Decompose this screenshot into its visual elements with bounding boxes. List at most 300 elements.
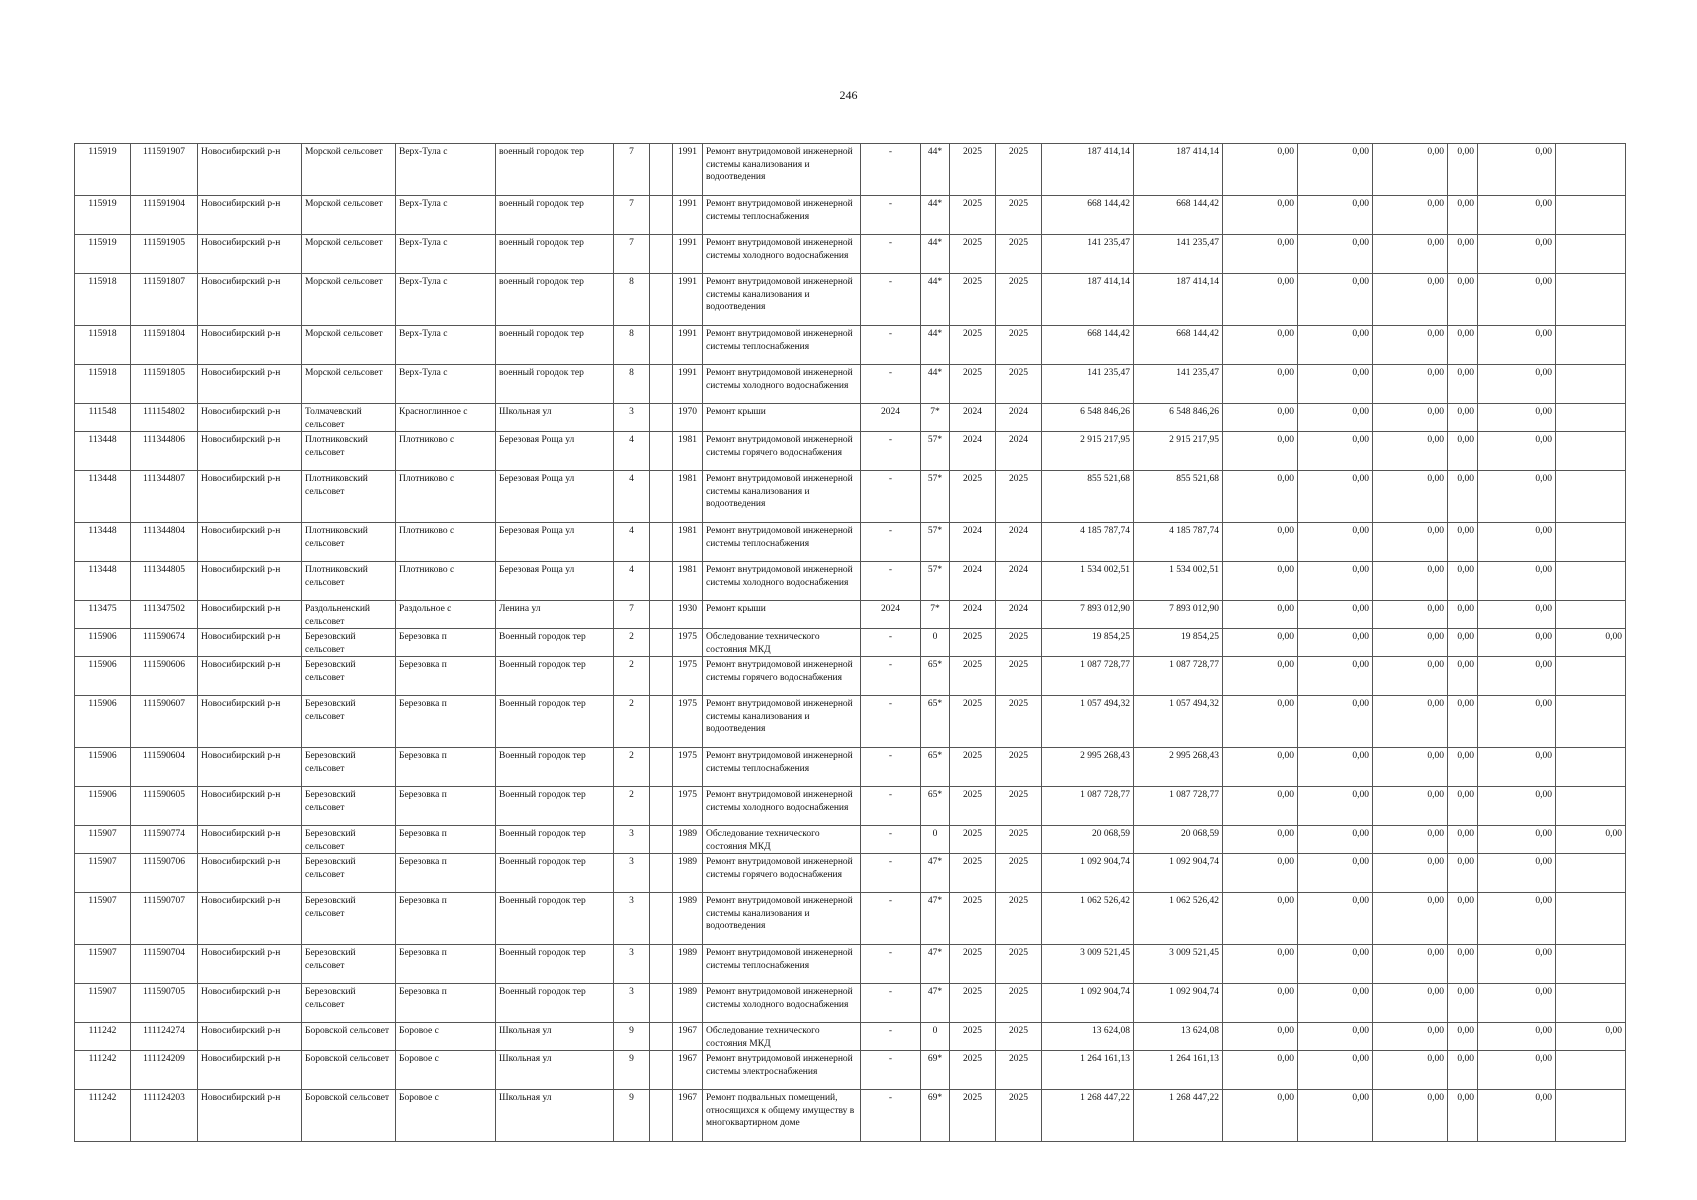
cell-building (650, 696, 673, 748)
cell-wear: 44* (921, 144, 950, 196)
cell-regional-funds: 0,00 (1298, 601, 1373, 629)
cell-street: Военный городок тер (496, 629, 614, 657)
cell-locality: Верх-Тула с (396, 196, 496, 235)
cell-wear: 65* (921, 657, 950, 696)
cell-other-funds: 0,00 (1478, 144, 1556, 196)
cell-house-number: 8 (614, 274, 650, 326)
cell-work-id: 111344807 (131, 471, 198, 523)
cell-start-year: 2025 (950, 748, 996, 787)
table-row (75, 404, 1626, 432)
cell-total-cost: 13 624,08 (1042, 1023, 1134, 1051)
cell-locality: Раздольное с (396, 601, 496, 629)
cell-house-number: 7 (614, 196, 650, 235)
cell-house-number: 4 (614, 471, 650, 523)
cell-total-cost: 1 057 494,32 (1042, 696, 1134, 748)
cell-house-id: 115906 (75, 787, 131, 826)
cell-work-type: Ремонт внутридомовой инженерной системы холодного водоснабжения (703, 787, 861, 826)
cell-district: Новосибирский р-н (198, 945, 302, 984)
cell-work-type: Ремонт внутридомовой инженерной системы канализования и водоотведения (703, 274, 861, 326)
cell-street: Военный городок тер (496, 826, 614, 854)
cell-street: военный городок тер (496, 196, 614, 235)
cell-owner-share: 0,00 (1448, 523, 1478, 562)
cell-house-number: 3 (614, 404, 650, 432)
cell-house-number: 4 (614, 432, 650, 471)
cell-other-funds: 0,00 (1478, 984, 1556, 1023)
cell-local-funds: 0,00 (1373, 432, 1448, 471)
cell-plan-year: - (861, 365, 921, 404)
cell-work-type: Ремонт внутридомовой инженерной системы теплоснабжения (703, 523, 861, 562)
cell-start-year: 2025 (950, 235, 996, 274)
cell-house-id: 115918 (75, 365, 131, 404)
cell-survey-cost (1556, 523, 1626, 562)
cell-fund-cost: 855 521,68 (1134, 471, 1223, 523)
cell-start-year: 2025 (950, 144, 996, 196)
cell-year: 1991 (673, 144, 703, 196)
table-row (75, 235, 1626, 274)
cell-work-id: 111590707 (131, 893, 198, 945)
cell-start-year: 2025 (950, 696, 996, 748)
cell-other-funds: 0,00 (1478, 854, 1556, 893)
cell-year: 1989 (673, 826, 703, 854)
cell-street: Военный городок тер (496, 696, 614, 748)
cell-total-cost: 1 087 728,77 (1042, 787, 1134, 826)
cell-total-cost: 1 534 002,51 (1042, 562, 1134, 601)
cell-district: Новосибирский р-н (198, 274, 302, 326)
cell-survey-cost (1556, 984, 1626, 1023)
cell-local-funds: 0,00 (1373, 787, 1448, 826)
cell-total-cost: 3 009 521,45 (1042, 945, 1134, 984)
cell-plan-year: - (861, 274, 921, 326)
cell-end-year: 2025 (996, 274, 1042, 326)
table-row (75, 326, 1626, 365)
cell-street: Березовая Роща ул (496, 471, 614, 523)
cell-plan-year: - (861, 326, 921, 365)
table-row (75, 787, 1626, 826)
cell-settlement-council: Морской сельсовет (302, 326, 396, 365)
cell-wear: 0 (921, 629, 950, 657)
cell-year: 1975 (673, 748, 703, 787)
cell-house-number: 8 (614, 365, 650, 404)
cell-owner-share: 0,00 (1448, 471, 1478, 523)
cell-year: 1991 (673, 326, 703, 365)
cell-house-id: 115907 (75, 854, 131, 893)
cell-other-funds: 0,00 (1478, 432, 1556, 471)
cell-total-cost: 2 915 217,95 (1042, 432, 1134, 471)
cell-street: Школьная ул (496, 1051, 614, 1090)
cell-work-type: Ремонт крыши (703, 404, 861, 432)
cell-locality: Плотниково с (396, 523, 496, 562)
cell-total-cost: 1 092 904,74 (1042, 854, 1134, 893)
cell-work-type: Ремонт внутридомовой инженерной системы канализования и водоотведения (703, 144, 861, 196)
cell-owner-share: 0,00 (1448, 1023, 1478, 1051)
cell-fund-cost: 19 854,25 (1134, 629, 1223, 657)
cell-local-funds: 0,00 (1373, 471, 1448, 523)
cell-locality: Боровое с (396, 1051, 496, 1090)
cell-settlement-council: Березовский сельсовет (302, 945, 396, 984)
cell-federal-funds: 0,00 (1223, 144, 1298, 196)
cell-work-type: Ремонт внутридомовой инженерной системы горячего водоснабжения (703, 854, 861, 893)
cell-start-year: 2025 (950, 1051, 996, 1090)
cell-house-id: 111548 (75, 404, 131, 432)
cell-settlement-council: Березовский сельсовет (302, 984, 396, 1023)
cell-regional-funds: 0,00 (1298, 196, 1373, 235)
cell-settlement-council: Морской сельсовет (302, 274, 396, 326)
cell-work-type: Обследование технического состояния МКД (703, 1023, 861, 1051)
cell-locality: Плотниково с (396, 562, 496, 601)
cell-plan-year: - (861, 748, 921, 787)
cell-plan-year: - (861, 196, 921, 235)
cell-wear: 47* (921, 854, 950, 893)
cell-work-id: 111591905 (131, 235, 198, 274)
cell-federal-funds: 0,00 (1223, 365, 1298, 404)
cell-federal-funds: 0,00 (1223, 1090, 1298, 1142)
cell-work-type: Ремонт крыши (703, 601, 861, 629)
cell-start-year: 2024 (950, 562, 996, 601)
cell-locality: Боровое с (396, 1023, 496, 1051)
cell-work-id: 111590704 (131, 945, 198, 984)
cell-house-number: 3 (614, 945, 650, 984)
cell-regional-funds: 0,00 (1298, 144, 1373, 196)
cell-house-number: 9 (614, 1023, 650, 1051)
cell-year: 1991 (673, 196, 703, 235)
cell-fund-cost: 3 009 521,45 (1134, 945, 1223, 984)
cell-total-cost: 1 062 526,42 (1042, 893, 1134, 945)
cell-work-id: 111590606 (131, 657, 198, 696)
cell-end-year: 2025 (996, 945, 1042, 984)
cell-building (650, 629, 673, 657)
cell-street: военный городок тер (496, 274, 614, 326)
cell-settlement-council: Морской сельсовет (302, 235, 396, 274)
cell-work-type: Ремонт внутридомовой инженерной системы канализования и водоотведения (703, 471, 861, 523)
cell-house-id: 115906 (75, 657, 131, 696)
cell-plan-year: - (861, 787, 921, 826)
cell-other-funds: 0,00 (1478, 629, 1556, 657)
cell-house-id: 115906 (75, 748, 131, 787)
cell-building (650, 274, 673, 326)
cell-survey-cost (1556, 696, 1626, 748)
cell-start-year: 2025 (950, 984, 996, 1023)
cell-street: Березовая Роща ул (496, 562, 614, 601)
cell-district: Новосибирский р-н (198, 826, 302, 854)
cell-wear: 44* (921, 326, 950, 365)
cell-regional-funds: 0,00 (1298, 787, 1373, 826)
table-row (75, 274, 1626, 326)
cell-fund-cost: 1 087 728,77 (1134, 657, 1223, 696)
cell-end-year: 2025 (996, 629, 1042, 657)
cell-year: 1930 (673, 601, 703, 629)
cell-federal-funds: 0,00 (1223, 1051, 1298, 1090)
cell-other-funds: 0,00 (1478, 787, 1556, 826)
cell-plan-year: - (861, 471, 921, 523)
cell-house-id: 115906 (75, 696, 131, 748)
cell-work-type: Обследование технического состояния МКД (703, 826, 861, 854)
cell-year: 1989 (673, 984, 703, 1023)
cell-building (650, 326, 673, 365)
cell-work-id: 111590774 (131, 826, 198, 854)
cell-local-funds: 0,00 (1373, 893, 1448, 945)
cell-regional-funds: 0,00 (1298, 893, 1373, 945)
cell-federal-funds: 0,00 (1223, 471, 1298, 523)
cell-district: Новосибирский р-н (198, 523, 302, 562)
cell-house-number: 3 (614, 893, 650, 945)
cell-other-funds: 0,00 (1478, 601, 1556, 629)
cell-federal-funds: 0,00 (1223, 196, 1298, 235)
cell-locality: Березовка п (396, 984, 496, 1023)
cell-house-number: 7 (614, 144, 650, 196)
cell-plan-year: - (861, 1023, 921, 1051)
cell-building (650, 523, 673, 562)
cell-survey-cost (1556, 657, 1626, 696)
cell-survey-cost (1556, 404, 1626, 432)
cell-total-cost: 141 235,47 (1042, 235, 1134, 274)
cell-federal-funds: 0,00 (1223, 696, 1298, 748)
cell-locality: Березовка п (396, 787, 496, 826)
cell-district: Новосибирский р-н (198, 854, 302, 893)
cell-fund-cost: 2 995 268,43 (1134, 748, 1223, 787)
cell-building (650, 471, 673, 523)
cell-locality: Верх-Тула с (396, 326, 496, 365)
cell-plan-year: - (861, 657, 921, 696)
cell-federal-funds: 0,00 (1223, 657, 1298, 696)
cell-end-year: 2025 (996, 235, 1042, 274)
cell-total-cost: 6 548 846,26 (1042, 404, 1134, 432)
cell-house-number: 7 (614, 235, 650, 274)
cell-local-funds: 0,00 (1373, 1051, 1448, 1090)
cell-street: Военный городок тер (496, 787, 614, 826)
cell-work-id: 111344805 (131, 562, 198, 601)
cell-house-number: 8 (614, 326, 650, 365)
cell-locality: Верх-Тула с (396, 235, 496, 274)
cell-regional-funds: 0,00 (1298, 826, 1373, 854)
cell-regional-funds: 0,00 (1298, 945, 1373, 984)
cell-work-type: Ремонт внутридомовой инженерной системы холодного водоснабжения (703, 984, 861, 1023)
cell-end-year: 2025 (996, 471, 1042, 523)
cell-district: Новосибирский р-н (198, 1023, 302, 1051)
cell-settlement-council: Плотниковский сельсовет (302, 432, 396, 471)
cell-owner-share: 0,00 (1448, 1051, 1478, 1090)
cell-district: Новосибирский р-н (198, 196, 302, 235)
cell-other-funds: 0,00 (1478, 274, 1556, 326)
cell-year: 1975 (673, 696, 703, 748)
cell-survey-cost (1556, 144, 1626, 196)
cell-end-year: 2025 (996, 826, 1042, 854)
cell-survey-cost (1556, 854, 1626, 893)
cell-work-type: Ремонт внутридомовой инженерной системы горячего водоснабжения (703, 657, 861, 696)
cell-plan-year: - (861, 984, 921, 1023)
cell-street: военный городок тер (496, 235, 614, 274)
cell-wear: 57* (921, 523, 950, 562)
cell-local-funds: 0,00 (1373, 984, 1448, 1023)
cell-fund-cost: 1 087 728,77 (1134, 787, 1223, 826)
cell-start-year: 2025 (950, 787, 996, 826)
cell-fund-cost: 1 268 447,22 (1134, 1090, 1223, 1142)
cell-year: 1975 (673, 657, 703, 696)
cell-wear: 65* (921, 748, 950, 787)
cell-settlement-council: Березовский сельсовет (302, 629, 396, 657)
cell-street: Школьная ул (496, 1023, 614, 1051)
cell-local-funds: 0,00 (1373, 601, 1448, 629)
cell-federal-funds: 0,00 (1223, 787, 1298, 826)
cell-end-year: 2025 (996, 984, 1042, 1023)
cell-start-year: 2024 (950, 601, 996, 629)
cell-regional-funds: 0,00 (1298, 629, 1373, 657)
cell-federal-funds: 0,00 (1223, 984, 1298, 1023)
cell-owner-share: 0,00 (1448, 235, 1478, 274)
cell-plan-year: 2024 (861, 404, 921, 432)
page-number: 246 (839, 88, 858, 102)
cell-wear: 0 (921, 1023, 950, 1051)
cell-building (650, 657, 673, 696)
cell-survey-cost (1556, 562, 1626, 601)
cell-other-funds: 0,00 (1478, 1090, 1556, 1142)
cell-settlement-council: Морской сельсовет (302, 196, 396, 235)
cell-fund-cost: 668 144,42 (1134, 196, 1223, 235)
cell-federal-funds: 0,00 (1223, 893, 1298, 945)
cell-building (650, 984, 673, 1023)
cell-local-funds: 0,00 (1373, 326, 1448, 365)
cell-work-id: 111344806 (131, 432, 198, 471)
cell-house-id: 115907 (75, 893, 131, 945)
cell-house-id: 115907 (75, 826, 131, 854)
cell-owner-share: 0,00 (1448, 274, 1478, 326)
cell-work-type: Ремонт подвальных помещений, относящихся к общему имуществу в многоквартирном доме (703, 1090, 861, 1142)
cell-house-id: 111242 (75, 1090, 131, 1142)
cell-year: 1967 (673, 1023, 703, 1051)
cell-owner-share: 0,00 (1448, 629, 1478, 657)
cell-owner-share: 0,00 (1448, 854, 1478, 893)
cell-federal-funds: 0,00 (1223, 854, 1298, 893)
cell-street: Военный городок тер (496, 893, 614, 945)
table-row (75, 601, 1626, 629)
cell-settlement-council: Плотниковский сельсовет (302, 471, 396, 523)
cell-plan-year: - (861, 1090, 921, 1142)
cell-federal-funds: 0,00 (1223, 629, 1298, 657)
cell-locality: Березовка п (396, 657, 496, 696)
cell-end-year: 2025 (996, 787, 1042, 826)
cell-end-year: 2025 (996, 1051, 1042, 1090)
cell-owner-share: 0,00 (1448, 562, 1478, 601)
cell-building (650, 826, 673, 854)
cell-locality: Верх-Тула с (396, 274, 496, 326)
cell-regional-funds: 0,00 (1298, 326, 1373, 365)
cell-federal-funds: 0,00 (1223, 235, 1298, 274)
cell-wear: 44* (921, 365, 950, 404)
cell-owner-share: 0,00 (1448, 657, 1478, 696)
cell-end-year: 2024 (996, 562, 1042, 601)
cell-wear: 7* (921, 601, 950, 629)
cell-work-type: Ремонт внутридомовой инженерной системы канализования и водоотведения (703, 893, 861, 945)
cell-start-year: 2025 (950, 854, 996, 893)
table-row (75, 196, 1626, 235)
cell-owner-share: 0,00 (1448, 144, 1478, 196)
cell-local-funds: 0,00 (1373, 144, 1448, 196)
cell-survey-cost: 0,00 (1556, 629, 1626, 657)
cell-total-cost: 7 893 012,90 (1042, 601, 1134, 629)
cell-other-funds: 0,00 (1478, 748, 1556, 787)
cell-federal-funds: 0,00 (1223, 523, 1298, 562)
cell-year: 1989 (673, 945, 703, 984)
cell-wear: 57* (921, 432, 950, 471)
cell-work-type: Ремонт внутридомовой инженерной системы теплоснабжения (703, 945, 861, 984)
cell-other-funds: 0,00 (1478, 562, 1556, 601)
cell-owner-share: 0,00 (1448, 1090, 1478, 1142)
cell-house-number: 9 (614, 1051, 650, 1090)
cell-end-year: 2024 (996, 523, 1042, 562)
cell-owner-share: 0,00 (1448, 945, 1478, 984)
cell-federal-funds: 0,00 (1223, 826, 1298, 854)
cell-fund-cost: 13 624,08 (1134, 1023, 1223, 1051)
cell-street: Березовая Роща ул (496, 523, 614, 562)
cell-work-id: 111124209 (131, 1051, 198, 1090)
cell-start-year: 2025 (950, 196, 996, 235)
cell-district: Новосибирский р-н (198, 471, 302, 523)
cell-owner-share: 0,00 (1448, 196, 1478, 235)
cell-plan-year: - (861, 523, 921, 562)
cell-start-year: 2025 (950, 657, 996, 696)
cell-house-id: 113448 (75, 523, 131, 562)
cell-wear: 0 (921, 826, 950, 854)
cell-regional-funds: 0,00 (1298, 432, 1373, 471)
cell-plan-year: - (861, 629, 921, 657)
cell-street: военный городок тер (496, 144, 614, 196)
cell-end-year: 2025 (996, 144, 1042, 196)
cell-other-funds: 0,00 (1478, 1023, 1556, 1051)
cell-locality: Березовка п (396, 629, 496, 657)
cell-building (650, 748, 673, 787)
cell-survey-cost (1556, 1051, 1626, 1090)
cell-year: 1991 (673, 235, 703, 274)
cell-owner-share: 0,00 (1448, 432, 1478, 471)
cell-year: 1991 (673, 365, 703, 404)
cell-end-year: 2025 (996, 854, 1042, 893)
cell-year: 1967 (673, 1090, 703, 1142)
cell-start-year: 2024 (950, 432, 996, 471)
cell-start-year: 2025 (950, 1023, 996, 1051)
cell-start-year: 2025 (950, 471, 996, 523)
cell-start-year: 2025 (950, 893, 996, 945)
cell-local-funds: 0,00 (1373, 1090, 1448, 1142)
cell-street: Ленина ул (496, 601, 614, 629)
cell-house-id: 115907 (75, 984, 131, 1023)
cell-work-id: 111590607 (131, 696, 198, 748)
cell-settlement-council: Березовский сельсовет (302, 787, 396, 826)
cell-fund-cost: 1 534 002,51 (1134, 562, 1223, 601)
cell-building (650, 196, 673, 235)
cell-plan-year: - (861, 696, 921, 748)
cell-wear: 47* (921, 984, 950, 1023)
cell-building (650, 787, 673, 826)
cell-regional-funds: 0,00 (1298, 1023, 1373, 1051)
cell-local-funds: 0,00 (1373, 404, 1448, 432)
cell-locality: Красноглинное с (396, 404, 496, 432)
table-row (75, 471, 1626, 523)
cell-house-id: 115906 (75, 629, 131, 657)
cell-district: Новосибирский р-н (198, 1090, 302, 1142)
cell-survey-cost: 0,00 (1556, 826, 1626, 854)
cell-plan-year: - (861, 945, 921, 984)
cell-district: Новосибирский р-н (198, 657, 302, 696)
cell-district: Новосибирский р-н (198, 601, 302, 629)
cell-start-year: 2025 (950, 826, 996, 854)
cell-survey-cost (1556, 235, 1626, 274)
cell-plan-year: - (861, 235, 921, 274)
cell-district: Новосибирский р-н (198, 365, 302, 404)
cell-street: Березовая Роща ул (496, 432, 614, 471)
cell-other-funds: 0,00 (1478, 471, 1556, 523)
cell-settlement-council: Березовский сельсовет (302, 826, 396, 854)
cell-work-id: 111154802 (131, 404, 198, 432)
cell-other-funds: 0,00 (1478, 696, 1556, 748)
